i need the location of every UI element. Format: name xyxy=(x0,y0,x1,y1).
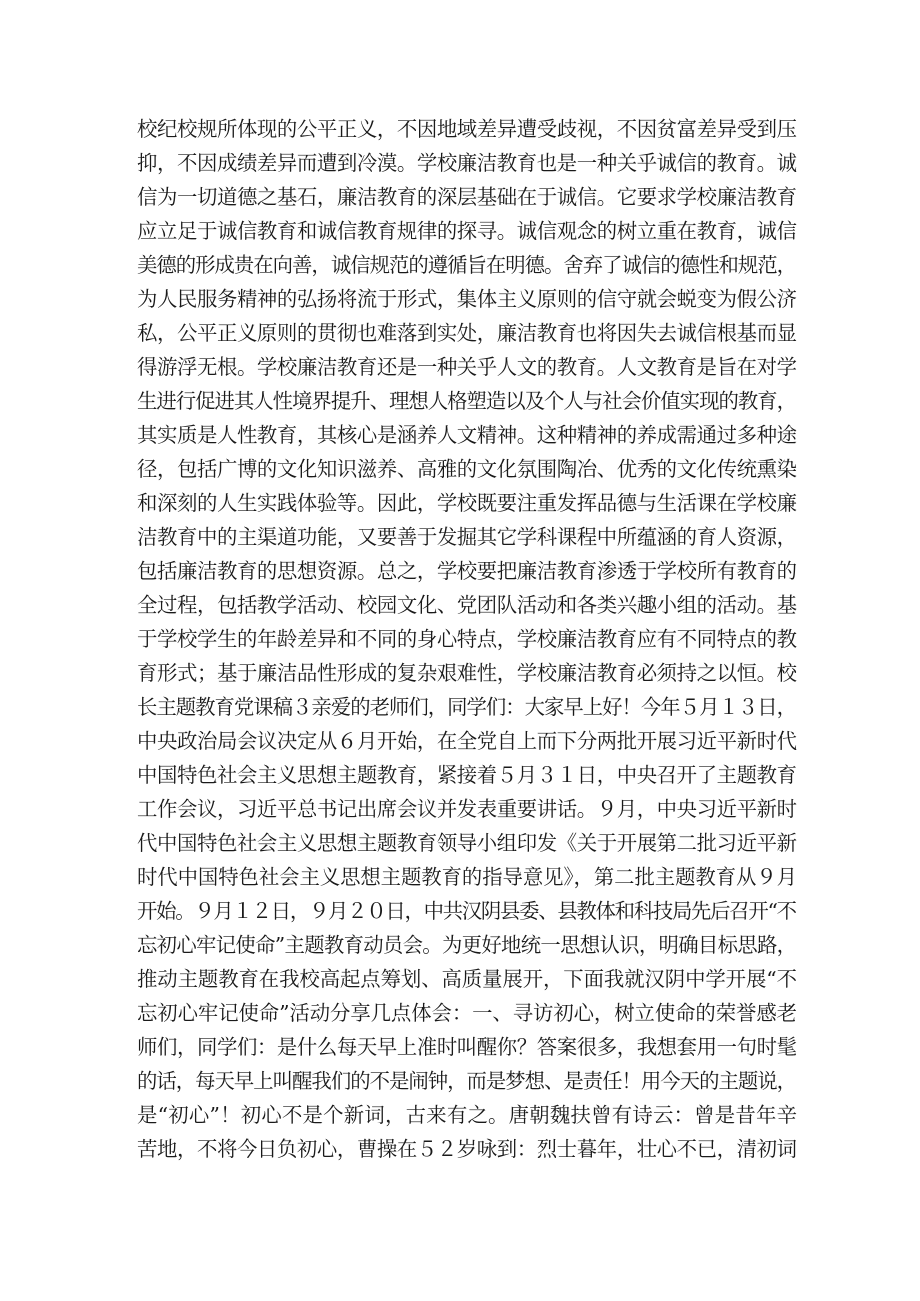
text-line: 时代中国特色社会主义思想主题教育的指导意见》，第二批主题教育从９月 xyxy=(137,865,797,889)
text-line: 和深刻的人生实践体验等。因此，学校既要注重发挥品德与生活课在学校廉 xyxy=(137,491,797,515)
text-line: 代中国特色社会主义思想主题教育领导小组印发《关于开展第二批习近平新 xyxy=(137,831,797,855)
text-line: 抑，不因成绩差异而遭到冷漠。学校廉洁教育也是一种关乎诚信的教育。诚 xyxy=(137,151,797,175)
text-line: 长主题教育党课稿３亲爱的老师们，同学们：大家早上好！今年５月１３日， xyxy=(137,695,796,719)
text-line: 苦地，不将今日负初心，曹操在５２岁咏到：烈士暮年，壮心不已，清初词 xyxy=(137,1137,797,1161)
text-line: 为人民服务精神的弘扬将流于形式，集体主义原则的信守就会蜕变为假公济 xyxy=(137,287,797,311)
text-line: 全过程，包括教学活动、校园文化、党团队活动和各类兴趣小组的活动。基 xyxy=(137,593,797,617)
text-line: 于学校学生的年龄差异和不同的身心特点，学校廉洁教育应有不同特点的教 xyxy=(137,627,797,651)
text-line: 师们，同学们：是什么每天早上准时叫醒你？答案很多，我想套用一句时髦 xyxy=(137,1035,797,1059)
text-line: 开始。９月１２日，９月２０日，中共汉阴县委、县教体和科技局先后召开“不 xyxy=(137,899,796,923)
text-line: 径，包括广博的文化知识滋养、高雅的文化氛围陶冶、优秀的文化传统熏染 xyxy=(137,457,797,481)
text-line: 包括廉洁教育的思想资源。总之，学校要把廉洁教育渗透于学校所有教育的 xyxy=(137,559,797,583)
text-line: 校纪校规所体现的公平正义，不因地域差异遭受歧视，不因贫富差异受到压 xyxy=(137,117,797,141)
text-line: 推动主题教育在我校高起点筹划、高质量展开，下面我就汉阴中学开展“不 xyxy=(137,967,797,991)
text-line: 生进行促进其人性境界提升、理想人格塑造以及个人与社会价值实现的教育， xyxy=(137,389,796,413)
text-line: 是“初心”！初心不是个新词，古来有之。唐朝魏扶曾有诗云：曾是昔年辛 xyxy=(137,1103,798,1127)
text-line: 工作会议，习近平总书记出席会议并发表重要讲话。９月，中央习近平新时 xyxy=(137,797,797,821)
text-line: 私，公平正义原则的贯彻也难落到实处，廉洁教育也将因失去诚信根基而显 xyxy=(137,321,797,345)
text-line: 信为一切道德之基石，廉洁教育的深层基础在于诚信。它要求学校廉洁教育 xyxy=(137,185,797,209)
text-line: 育形式；基于廉洁品性形成的复杂艰难性，学校廉洁教育必须持之以恒。校 xyxy=(137,661,797,685)
text-line: 得游浮无根。学校廉洁教育还是一种关乎人文的教育。人文教育是旨在对学 xyxy=(137,355,797,379)
text-line: 忘初心牢记使命”活动分享几点体会：一、寻访初心，树立使命的荣誉感老 xyxy=(137,1001,797,1025)
text-line: 忘初心牢记使命”主题教育动员会。为更好地统一思想认识，明确目标思路， xyxy=(137,933,797,957)
text-line: 中国特色社会主义思想主题教育，紧接着５月３１日，中央召开了主题教育 xyxy=(137,763,797,787)
text-line: 中央政治局会议决定从６月开始，在全党自上而下分两批开展习近平新时代 xyxy=(137,729,797,753)
text-line: 洁教育中的主渠道功能，又要善于发掘其它学科课程中所蕴涵的育人资源， xyxy=(137,525,797,549)
text-line: 的话，每天早上叫醒我们的不是闹钟，而是梦想、是责任！用今天的主题说， xyxy=(137,1069,796,1093)
body-text xyxy=(137,112,797,1166)
text-line: 应立足于诚信教育和诚信教育规律的探寻。诚信观念的树立重在教育，诚信 xyxy=(137,219,797,243)
text-line: 其实质是人性教育，其核心是涵养人文精神。这种精神的养成需通过多种途 xyxy=(137,423,797,447)
text-line: 美德的形成贵在向善，诚信规范的遵循旨在明德。舍弃了诚信的德性和规范， xyxy=(137,253,796,277)
